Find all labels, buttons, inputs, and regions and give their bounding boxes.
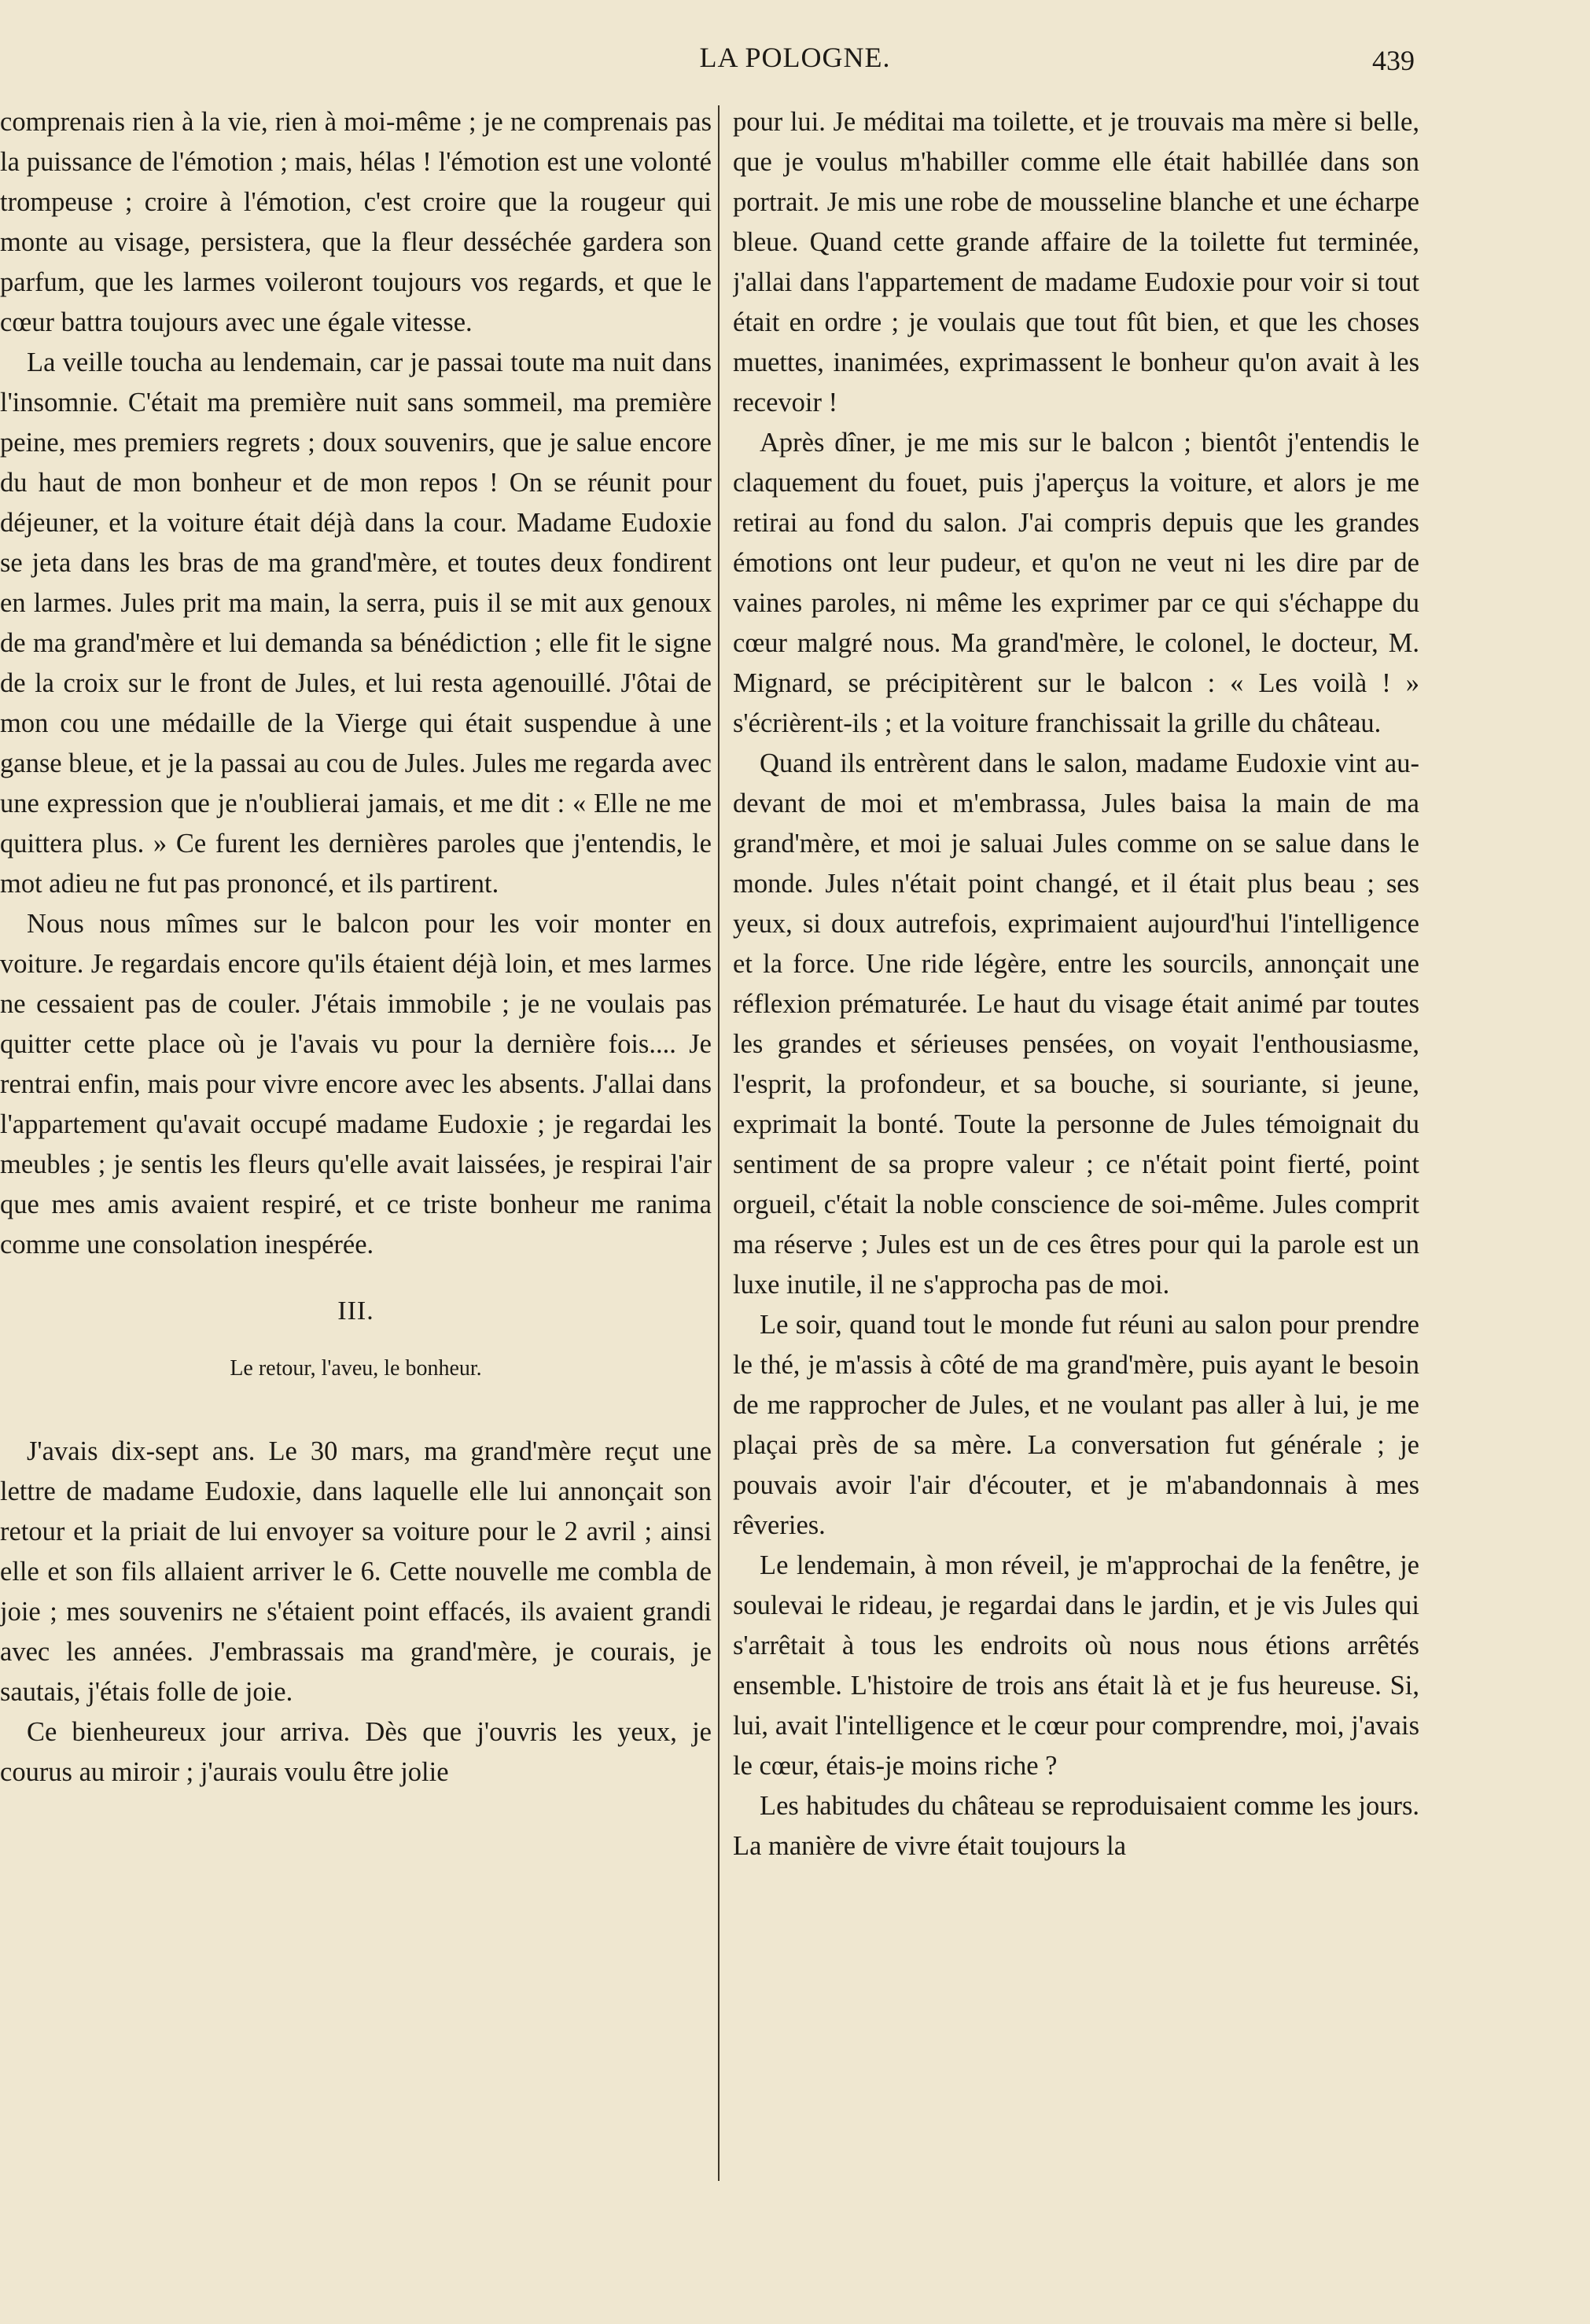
paragraph: Ce bienheureux jour arriva. Dès que j'ouvris les yeux, je courus au miroir ; j'aurais voulu être jolie (0, 1717, 712, 1787)
paragraph: pour lui. Je méditai ma toilette, et je trouvais ma mère si belle, que je voulus m'habiller comme elle était habillée dans son portrait. Je mis une robe de mousseline blanche et une écharpe bleue. Quand cette grande affaire de la toilette fut terminée, j'allai dans l'appartement de madame Eudoxie pour voir si tout était en ordre ; je voulais que tout fût bien, et que les choses muettes, inanimées, exprimassent le bonheur qu'on avait à les recevoir ! (733, 107, 1419, 417)
paragraph: Nous nous mîmes sur le balcon pour les voir monter en voiture. Je regardais encore qu'ils étaient déjà loin, et mes larmes ne cessaient pas de couler. J'étais immobile ; je ne voulais pas quitter cette place où je l'avais vu pour la dernière fois.... Je rentrai enfin, mais pour vivre encore avec les absents. J'allai dans l'appartement qu'avait occupé madame Eudoxie ; je regardai les meubles ; je sentis les fleurs qu'elle avait laissées, je respirai l'air que mes amis avaient respiré, et ce triste bonheur me ranima comme une consolation inespérée. (0, 909, 712, 1259)
page-number: 439 (1372, 45, 1415, 76)
running-title: LA POLOGNE. (699, 42, 891, 73)
paragraph: La veille toucha au lendemain, car je passai toute ma nuit dans l'insomnie. C'était ma première nuit sans sommeil, ma première peine, mes premiers regrets ; doux souvenirs, que je salue encore du haut de mon bonheur et de mon repos ! On se réunit pour déjeuner, et la voiture était déjà dans la cour. Madame Eudoxie se jeta dans les bras de ma grand'mère, et toutes deux fondirent en larmes. Jules prit ma main, la serra, puis il se mit aux genoux de ma grand'mère et lui demanda sa bénédiction ; elle fit le signe de la croix sur le front de Jules, et lui resta agenouillé. J'ôtai de mon cou une médaille de la Vierge qui était suspendue à une ganse bleue, et je la passai au cou de Jules. Jules me regarda avec une expression que je n'oublierai jamais, et me dit : « Elle ne me quittera plus. » Ce furent les dernières paroles que j'entendis, le mot adieu ne fut pas prononcé, et ils partirent. (0, 347, 712, 899)
paragraph: Le soir, quand tout le monde fut réuni au salon pour prendre le thé, je m'assis à côté de ma grand'mère, puis ayant le besoin de me rapprocher de Jules, et ne voulant pas aller à lui, je me plaçai près de sa mère. La conversation fut générale ; je pouvais avoir l'air d'écouter, et je m'abandonnais à mes rêveries. (733, 1310, 1419, 1540)
section-number: III. (337, 1296, 374, 1326)
column-divider (718, 105, 720, 2181)
page-header (0, 41, 1590, 88)
right-column (733, 102, 1419, 2193)
section-subtitle: Le retour, l'aveu, le bonheur. (230, 1356, 482, 1381)
paragraph: comprenais rien à la vie, rien à moi-même ; je ne comprenais pas la puissance de l'émotion ; mais, hélas ! l'émotion est une volonté trompeuse ; croire à l'émotion, c'est croire que la rougeur qui monte au visage, persistera, que la fleur desséchée gardera son parfum, que les larmes voileront toujours vos regards, et que le cœur battra toujours avec une égale vitesse. (0, 107, 712, 337)
paragraph: Le lendemain, à mon réveil, je m'approchai de la fenêtre, je soulevai le rideau, je regardai dans le jardin, et je vis Jules qui s'arrêtait à tous les endroits où nous nous étions arrêtés ensemble. L'histoire de trois ans était là et je fus heureuse. Si, lui, avait l'intelligence et le cœur pour comprendre, moi, j'avais le cœur, étais-je moins riche ? (733, 1550, 1419, 1781)
paragraph: J'avais dix-sept ans. Le 30 mars, ma grand'mère reçut une lettre de madame Eudoxie, dans laquelle elle lui annonçait son retour et la priait de lui envoyer sa voiture pour le 2 avril ; ainsi elle et son fils allaient arriver le 6. Cette nouvelle me combla de joie ; mes souvenirs ne s'étaient point effacés, ils avaient grandi avec les années. J'embrassais ma grand'mère, je courais, je sautais, j'étais folle de joie. (0, 1436, 712, 1707)
paragraph: Quand ils entrèrent dans le salon, madame Eudoxie vint au-devant de moi et m'embrassa, Jules baisa la main de ma grand'mère, et moi je saluai Jules comme on se salue dans le monde. Jules n'était point changé, et il était plus beau ; ses yeux, si doux autrefois, exprimaient aujourd'hui l'intelligence et la force. Une ride légère, entre les sourcils, annonçait une réflexion prématurée. Le haut du visage était animé par toutes les grandes et sérieuses pensées, on voyait l'enthousiasme, l'esprit, la profondeur, et sa bouche, si souriante, si jeune, exprimait la bonté. Toute la personne de Jules témoignait du sentiment de sa propre valeur ; ce n'était point fierté, point orgueil, c'était la noble conscience de soi-même. Jules comprit ma réserve ; Jules est un de ces êtres pour qui la parole est un luxe inutile, il ne s'approcha pas de moi. (733, 748, 1419, 1300)
paragraph: Après dîner, je me mis sur le balcon ; bientôt j'entendis le claquement du fouet, puis j'aperçus la voiture, et alors je me retirai au fond du salon. J'ai compris depuis que les grandes émotions ont leur pudeur, et qu'on ne veut ni les dire par de vaines paroles, ni même les exprimer par ce qui s'échappe du cœur malgré nous. Ma grand'mère, le colonel, le docteur, M. Mignard, se précipitèrent sur le balcon : « Les voilà ! » s'écrièrent-ils ; et la voiture franchissait la grille du château. (733, 428, 1419, 738)
paragraph: Les habitudes du château se reproduisaient comme les jours. La manière de vivre était toujours la (733, 1791, 1419, 1861)
left-column (0, 102, 712, 2193)
